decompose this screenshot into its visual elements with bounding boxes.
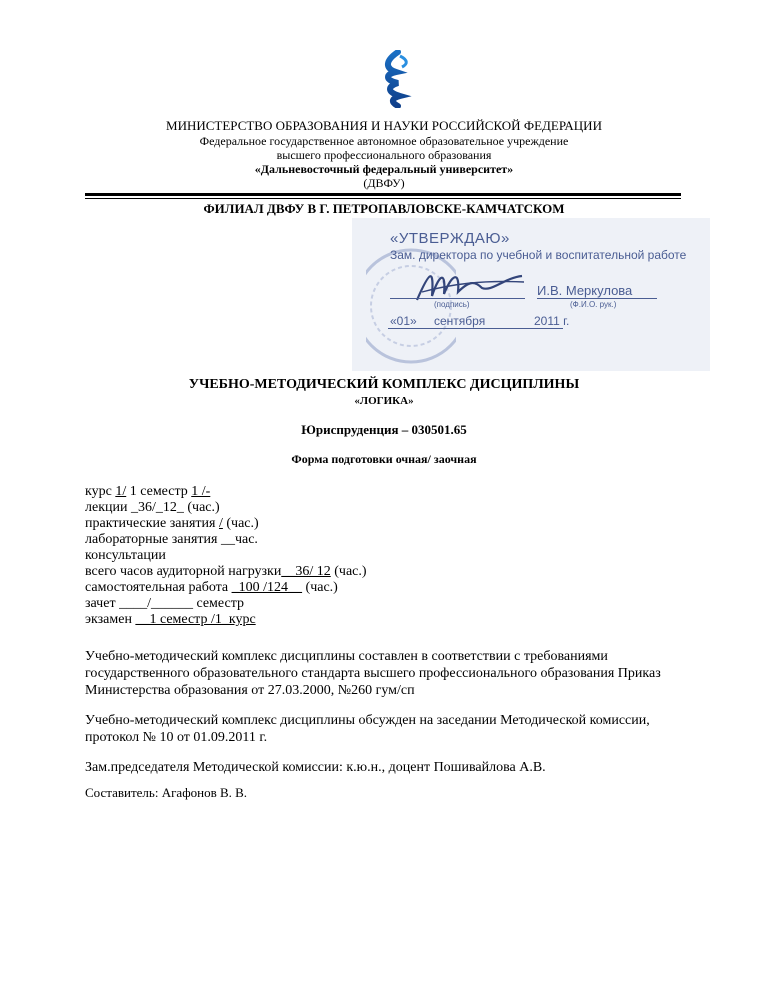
university-abbr: (ДВФУ) — [363, 176, 405, 190]
specialty: Юриспруденция – 030501.65 — [301, 422, 467, 437]
signature-caption: (подпись) — [434, 300, 470, 309]
exam-line: экзамен __1 семестр /1_курс — [85, 612, 256, 627]
stamp-date-month: сентября — [434, 314, 486, 328]
lab-line: лабораторные занятия __час. — [85, 532, 258, 547]
consult-line: консультации — [85, 548, 166, 563]
deputy-chair-line: Зам.председателя Методической комиссии: к.ю.н., доцент Пошивайлова А.В. — [85, 760, 546, 775]
university-name: «Дальневосточный федеральный университет» — [254, 162, 514, 176]
author-line: Составитель: Агафонов В. В. — [85, 785, 248, 800]
approval-stamp — [352, 218, 710, 371]
course-details — [85, 484, 367, 628]
date-line — [388, 328, 563, 329]
stamp-date-day: «01» — [390, 314, 417, 328]
practice-line: практические занятия / (час.) — [85, 516, 259, 531]
stamp-date-year: 2011 г. — [534, 314, 570, 328]
zachet-line: зачет ____/______ семестр — [85, 596, 244, 611]
ministry-name: МИНИСТЕРСТВО ОБРАЗОВАНИЯ И НАУКИ РОССИЙСКОЙ ФЕДЕРАЦИИ — [166, 118, 602, 133]
fio-caption: (Ф.И.О. рук.) — [570, 300, 617, 309]
document-title: УЧЕБНО-МЕТОДИЧЕСКИЙ КОМПЛЕКС ДИСЦИПЛИНЫ — [188, 377, 580, 392]
university-logo — [378, 50, 412, 108]
header-divider-thick — [85, 193, 681, 196]
name-line — [537, 298, 657, 299]
signature-icon — [412, 262, 532, 308]
discipline-name: «ЛОГИКА» — [354, 395, 414, 407]
stamp-name: И.В. Меркулова — [537, 283, 633, 298]
commission-paragraph: Учебно-методический комплекс дисциплины обсужден на заседании Методической комиссии, протокол № 10 от 01.09.2011 г. — [85, 713, 650, 745]
total-hours-line: всего часов аудиторной нагрузки__36/ 12 (час.) — [85, 564, 367, 579]
self-study-line: самостоятельная работа _100 /124__ (час.) — [85, 580, 338, 595]
kurs-line: курс 1/ 1 семестр 1 /- — [85, 484, 211, 499]
standard-paragraph: Учебно-методический комплекс дисциплины составлен в соответствии с требованиями государственного образовательного стандарта высшего профессионального образования Приказ Министерства образования от 27.03.2000, №260 гум/сп — [85, 649, 661, 698]
stamp-approve: «УТВЕРЖДАЮ» — [390, 230, 510, 247]
branch-name: ФИЛИАЛ ДВФУ В Г. ПЕТРОПАВЛОВСКЕ-КАМЧАТСКОМ — [203, 201, 565, 216]
institution-line-1: Федеральное государственное автономное образовательное учреждение — [199, 134, 569, 148]
study-form: Форма подготовки очная/ заочная — [291, 452, 477, 466]
stamp-position: Зам. директора по учебной и воспитательной работе — [390, 248, 687, 262]
lectures-line: лекции _36/_12_ (час.) — [85, 500, 220, 515]
institution-line-2: высшего профессионального образования — [276, 148, 492, 162]
header-divider-thin — [85, 198, 681, 199]
signature-line — [390, 298, 525, 299]
